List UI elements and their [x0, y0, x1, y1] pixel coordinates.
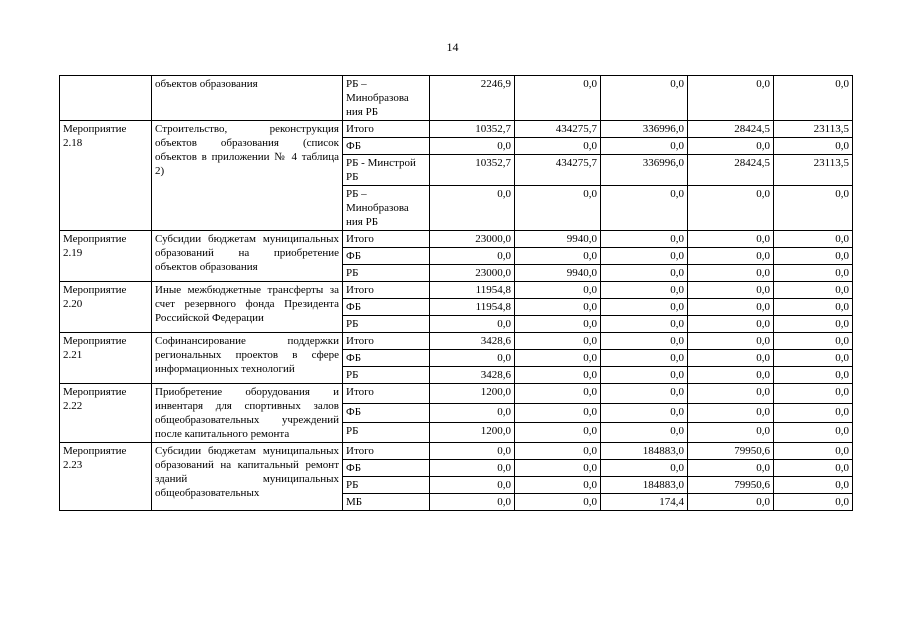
amount-cell: 9940,0: [515, 231, 601, 248]
measure-name-cell: Мероприятие 2.21: [60, 333, 152, 384]
amount-cell: 0,0: [601, 248, 688, 265]
amount-cell: 0,0: [774, 367, 853, 384]
funding-source-cell: Итого: [343, 231, 430, 248]
amount-cell: 0,0: [774, 384, 853, 404]
measure-description-cell: Субсидии бюджетам муниципальных образований на капитальный ремонт зданий муниципальных общеобразовательных: [152, 443, 343, 511]
amount-cell: 0,0: [430, 494, 515, 511]
measure-name-cell: Мероприятие 2.20: [60, 282, 152, 333]
amount-cell: 0,0: [430, 248, 515, 265]
amount-cell: 0,0: [601, 460, 688, 477]
amount-cell: 28424,5: [688, 121, 774, 138]
amount-cell: 1200,0: [430, 384, 515, 404]
table-row: [60, 443, 853, 460]
amount-cell: 0,0: [774, 333, 853, 350]
amount-cell: 0,0: [430, 350, 515, 367]
amount-cell: 0,0: [601, 76, 688, 121]
amount-cell: 23113,5: [774, 121, 853, 138]
amount-cell: 0,0: [430, 186, 515, 231]
funding-source-cell: Итого: [343, 443, 430, 460]
amount-cell: 0,0: [601, 265, 688, 282]
funding-source-cell: РБ: [343, 367, 430, 384]
amount-cell: 0,0: [774, 477, 853, 494]
amount-cell: 0,0: [515, 403, 601, 423]
table-row: [60, 121, 853, 138]
amount-cell: 0,0: [515, 423, 601, 443]
amount-cell: 0,0: [515, 76, 601, 121]
amount-cell: 0,0: [601, 299, 688, 316]
amount-cell: 0,0: [515, 477, 601, 494]
funding-source-cell: ФБ: [343, 248, 430, 265]
amount-cell: 0,0: [515, 248, 601, 265]
measure-name-cell: Мероприятие 2.19: [60, 231, 152, 282]
amount-cell: 0,0: [688, 248, 774, 265]
amount-cell: 0,0: [601, 423, 688, 443]
amount-cell: 434275,7: [515, 121, 601, 138]
amount-cell: 0,0: [601, 403, 688, 423]
amount-cell: 0,0: [515, 350, 601, 367]
amount-cell: 0,0: [688, 423, 774, 443]
funding-source-cell: ФБ: [343, 138, 430, 155]
amount-cell: 0,0: [601, 282, 688, 299]
amount-cell: 434275,7: [515, 155, 601, 186]
amount-cell: 3428,6: [430, 333, 515, 350]
amount-cell: 0,0: [688, 282, 774, 299]
amount-cell: 0,0: [515, 333, 601, 350]
measure-description-cell: Иные межбюджетные трансферты за счет резервного фонда Президента Российской Федерации: [152, 282, 343, 333]
amount-cell: 0,0: [688, 460, 774, 477]
amount-cell: 0,0: [688, 299, 774, 316]
amount-cell: 0,0: [774, 282, 853, 299]
amount-cell: 0,0: [688, 367, 774, 384]
funding-source-cell: Итого: [343, 121, 430, 138]
amount-cell: 0,0: [430, 403, 515, 423]
amount-cell: 0,0: [601, 316, 688, 333]
amount-cell: 9940,0: [515, 265, 601, 282]
funding-source-cell: ФБ: [343, 299, 430, 316]
amount-cell: 11954,8: [430, 282, 515, 299]
amount-cell: 0,0: [601, 138, 688, 155]
amount-cell: 0,0: [601, 384, 688, 404]
amount-cell: 0,0: [430, 316, 515, 333]
amount-cell: 0,0: [688, 333, 774, 350]
amount-cell: 0,0: [774, 248, 853, 265]
amount-cell: 79950,6: [688, 443, 774, 460]
amount-cell: 2246,9: [430, 76, 515, 121]
measure-description-cell: Строительство, реконструкция объектов образования (список объектов в приложении № 4 таблица 2): [152, 121, 343, 231]
amount-cell: 0,0: [515, 299, 601, 316]
amount-cell: 3428,6: [430, 367, 515, 384]
measure-name-cell: [60, 76, 152, 121]
table-row: [60, 76, 853, 121]
amount-cell: 336996,0: [601, 155, 688, 186]
amount-cell: 0,0: [601, 367, 688, 384]
amount-cell: 0,0: [774, 231, 853, 248]
amount-cell: 0,0: [601, 186, 688, 231]
amount-cell: 79950,6: [688, 477, 774, 494]
table-row: [60, 384, 853, 404]
amount-cell: 0,0: [774, 76, 853, 121]
amount-cell: 23113,5: [774, 155, 853, 186]
amount-cell: 336996,0: [601, 121, 688, 138]
funding-source-cell: РБ: [343, 477, 430, 494]
funding-source-cell: ФБ: [343, 350, 430, 367]
amount-cell: 0,0: [774, 138, 853, 155]
amount-cell: 0,0: [774, 186, 853, 231]
amount-cell: 0,0: [688, 316, 774, 333]
amount-cell: 0,0: [515, 282, 601, 299]
amount-cell: 10352,7: [430, 155, 515, 186]
funding-source-cell: РБ: [343, 265, 430, 282]
amount-cell: 0,0: [774, 443, 853, 460]
funding-source-cell: МБ: [343, 494, 430, 511]
amount-cell: 184883,0: [601, 477, 688, 494]
amount-cell: 0,0: [515, 384, 601, 404]
measure-description-cell: Субсидии бюджетам муниципальных образований на приобретение объектов образования: [152, 231, 343, 282]
amount-cell: 0,0: [515, 443, 601, 460]
measure-name-cell: Мероприятие 2.23: [60, 443, 152, 511]
amount-cell: 0,0: [688, 265, 774, 282]
funding-source-cell: РБ - Минстрой РБ: [343, 155, 430, 186]
amount-cell: 184883,0: [601, 443, 688, 460]
amount-cell: 1200,0: [430, 423, 515, 443]
table-row: [60, 282, 853, 299]
measure-description-cell: объектов образования: [152, 76, 343, 121]
amount-cell: 0,0: [515, 316, 601, 333]
funding-source-cell: Итого: [343, 282, 430, 299]
amount-cell: 0,0: [430, 460, 515, 477]
amount-cell: 0,0: [774, 299, 853, 316]
amount-cell: 0,0: [774, 494, 853, 511]
amount-cell: 0,0: [688, 494, 774, 511]
amount-cell: 28424,5: [688, 155, 774, 186]
amount-cell: 0,0: [515, 186, 601, 231]
measure-description-cell: Приобретение оборудования и инвентаря для спортивных залов общеобразовательных учреждений после капитального ремонта: [152, 384, 343, 443]
measure-name-cell: Мероприятие 2.22: [60, 384, 152, 443]
amount-cell: 0,0: [688, 403, 774, 423]
measure-name-cell: Мероприятие 2.18: [60, 121, 152, 231]
amount-cell: 0,0: [688, 231, 774, 248]
amount-cell: 0,0: [774, 423, 853, 443]
amount-cell: 0,0: [688, 138, 774, 155]
funding-source-cell: РБ – Минобразова ния РБ: [343, 76, 430, 121]
funding-source-cell: РБ: [343, 423, 430, 443]
measure-description-cell: Софинансирование поддержки региональных проектов в сфере информационных технологий: [152, 333, 343, 384]
amount-cell: 0,0: [601, 231, 688, 248]
amount-cell: 174,4: [601, 494, 688, 511]
amount-cell: 11954,8: [430, 299, 515, 316]
amount-cell: 0,0: [601, 350, 688, 367]
amount-cell: 0,0: [430, 443, 515, 460]
amount-cell: 0,0: [515, 460, 601, 477]
table-row: [60, 231, 853, 248]
amount-cell: 0,0: [688, 384, 774, 404]
amount-cell: 0,0: [688, 186, 774, 231]
amount-cell: 0,0: [515, 494, 601, 511]
amount-cell: 0,0: [430, 477, 515, 494]
amount-cell: 0,0: [515, 138, 601, 155]
funding-source-cell: Итого: [343, 333, 430, 350]
amount-cell: 0,0: [688, 76, 774, 121]
amount-cell: 0,0: [688, 350, 774, 367]
funding-source-cell: Итого: [343, 384, 430, 404]
budget-table: [59, 75, 853, 511]
amount-cell: 0,0: [774, 460, 853, 477]
amount-cell: 0,0: [774, 403, 853, 423]
amount-cell: 0,0: [430, 138, 515, 155]
amount-cell: 0,0: [774, 265, 853, 282]
amount-cell: 0,0: [774, 316, 853, 333]
funding-source-cell: РБ: [343, 316, 430, 333]
amount-cell: 10352,7: [430, 121, 515, 138]
funding-source-cell: РБ – Минобразова ния РБ: [343, 186, 430, 231]
funding-source-cell: ФБ: [343, 460, 430, 477]
amount-cell: 0,0: [515, 367, 601, 384]
amount-cell: 23000,0: [430, 265, 515, 282]
table-row: [60, 333, 853, 350]
funding-source-cell: ФБ: [343, 403, 430, 423]
amount-cell: 23000,0: [430, 231, 515, 248]
amount-cell: 0,0: [601, 333, 688, 350]
page-number: 14: [446, 40, 459, 54]
amount-cell: 0,0: [774, 350, 853, 367]
